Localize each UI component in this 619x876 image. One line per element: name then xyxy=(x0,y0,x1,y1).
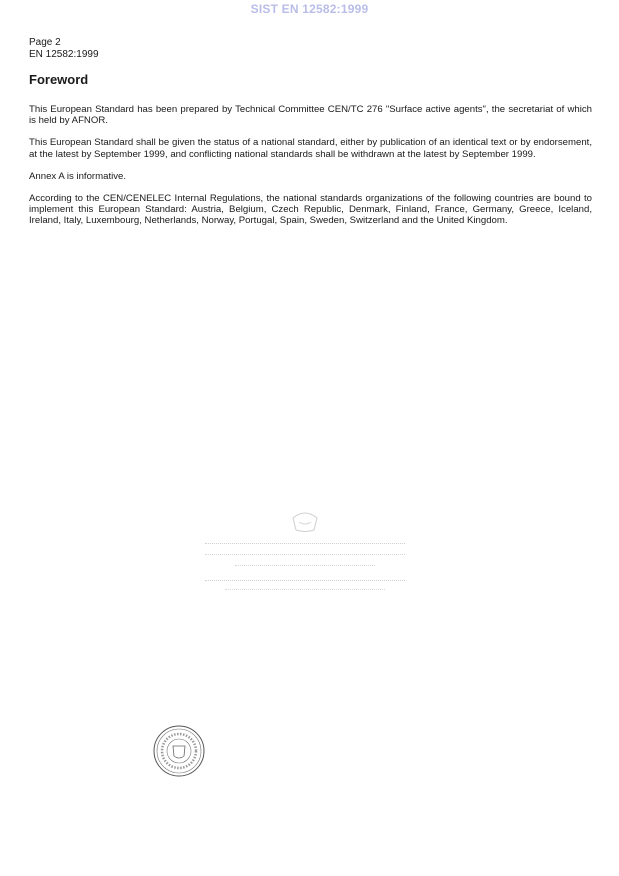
document-id: EN 12582:1999 xyxy=(29,49,99,60)
paragraph: Annex A is informative. xyxy=(29,170,127,182)
watermark: SIST EN 12582:1999 xyxy=(250,2,369,16)
paragraph: This European Standard has been prepared by Technical Committee CEN/TC 276 "Surface active agents", the secretariat of which is held by AFNOR. xyxy=(29,104,592,127)
section-title: Foreword xyxy=(29,72,89,87)
paragraph: This European Standard shall be given the status of a national standard, either by publication of an identical text or by endorsement, at the latest by September 1999, and conflicting national standards shall be withdrawn at the latest by September 1999. xyxy=(29,137,592,160)
faded-stamp xyxy=(205,510,405,590)
paragraph: According to the CEN/CENELEC Internal Regulations, the national standards organizations of the following countries are bound to implement this European Standard: Austria, Belgium, Czech Republic, Denmark, Finland, France, Germany, Greece, Iceland, Ireland, Italy, Luxembourg, Netherlands, Norway, Portugal, Spain, Sweden, Switzerland and the United Kingdom. xyxy=(29,193,592,227)
crest-icon xyxy=(290,510,320,532)
page-number: Page 2 xyxy=(29,37,61,48)
round-seal-icon xyxy=(152,724,206,778)
page-header xyxy=(29,37,99,61)
foreword-body xyxy=(29,104,592,238)
